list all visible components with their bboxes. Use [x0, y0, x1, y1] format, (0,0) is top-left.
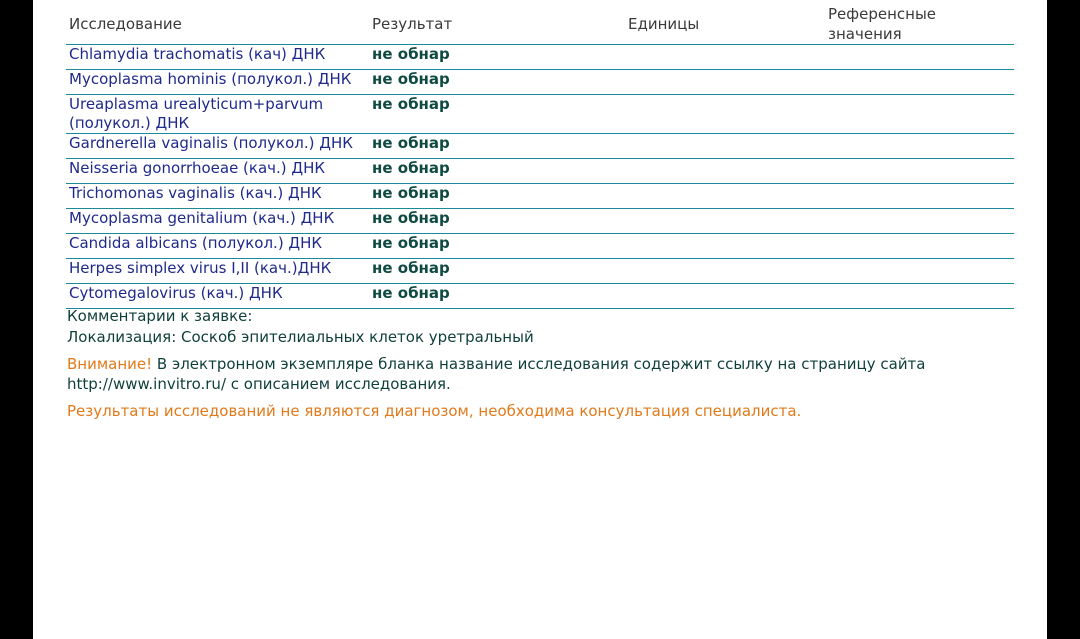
table-row [66, 95, 1014, 134]
test-reference [789, 159, 1014, 184]
notice-text2: с описанием исследования. [226, 375, 451, 393]
comments-block [67, 306, 534, 348]
test-reference [789, 45, 1014, 70]
test-units [592, 45, 789, 70]
test-units [592, 70, 789, 95]
table-row [66, 184, 1014, 209]
test-result: не обнар [369, 209, 592, 234]
disclaimer: Результаты исследований не являются диагнозом, необходима консультация специалиста. [67, 402, 802, 420]
notice-label: Внимание! [67, 355, 153, 373]
test-units [592, 134, 789, 159]
test-result: не обнар [369, 284, 592, 309]
test-units [592, 284, 789, 309]
test-name[interactable]: Herpes simplex virus I,II (кач.)ДНК [66, 259, 369, 284]
test-name[interactable]: Chlamydia trachomatis (кач) ДНК [66, 45, 369, 70]
test-units [592, 234, 789, 259]
report-sheet [33, 0, 1047, 639]
test-name[interactable]: Trichomonas vaginalis (кач.) ДНК [66, 184, 369, 209]
test-name[interactable]: Ureaplasma urealyticum+parvum (полукол.) ДНК [66, 95, 369, 134]
test-result: не обнар [369, 45, 592, 70]
header-test: Исследование [66, 4, 369, 45]
test-reference [789, 259, 1014, 284]
test-result: не обнар [369, 159, 592, 184]
test-result: не обнар [369, 95, 592, 134]
test-units [592, 184, 789, 209]
header-reference: Референсные значения [789, 4, 1014, 45]
test-result: не обнар [369, 70, 592, 95]
test-name[interactable]: Mycoplasma genitalium (кач.) ДНК [66, 209, 369, 234]
table-row [66, 234, 1014, 259]
table-row [66, 284, 1014, 309]
test-reference [789, 284, 1014, 309]
comments-localization: Локализация: Соскоб эпителиальных клеток уретральный [67, 328, 534, 346]
table-row [66, 134, 1014, 159]
notice-link[interactable]: http://www.invitro.ru/ [67, 375, 226, 393]
test-name[interactable]: Gardnerella vaginalis (полукол.) ДНК [66, 134, 369, 159]
table-row [66, 159, 1014, 184]
test-units [592, 95, 789, 134]
test-name[interactable]: Mycoplasma hominis (полукол.) ДНК [66, 70, 369, 95]
table-row [66, 70, 1014, 95]
test-units [592, 209, 789, 234]
table-header-row [66, 4, 1014, 45]
test-units [592, 259, 789, 284]
test-reference [789, 95, 1014, 134]
header-units: Единицы [592, 4, 789, 45]
test-reference [789, 184, 1014, 209]
test-name[interactable]: Candida albicans (полукол.) ДНК [66, 234, 369, 259]
table-row [66, 45, 1014, 70]
notice-text1: В электронном экземпляре бланка название исследования содержит ссылку на страницу сайта [152, 355, 926, 373]
results-table [66, 4, 1014, 309]
test-reference [789, 209, 1014, 234]
test-reference [789, 70, 1014, 95]
table-row [66, 209, 1014, 234]
test-result: не обнар [369, 184, 592, 209]
test-result: не обнар [369, 134, 592, 159]
comments-title: Комментарии к заявке: [67, 307, 253, 325]
table-row [66, 259, 1014, 284]
header-result: Результат [369, 4, 592, 45]
test-name[interactable]: Cytomegalovirus (кач.) ДНК [66, 284, 369, 309]
test-units [592, 159, 789, 184]
test-result: не обнар [369, 259, 592, 284]
notice-block [67, 354, 926, 394]
test-result: не обнар [369, 234, 592, 259]
test-name[interactable]: Neisseria gonorrhoeae (кач.) ДНК [66, 159, 369, 184]
test-reference [789, 134, 1014, 159]
test-reference [789, 234, 1014, 259]
